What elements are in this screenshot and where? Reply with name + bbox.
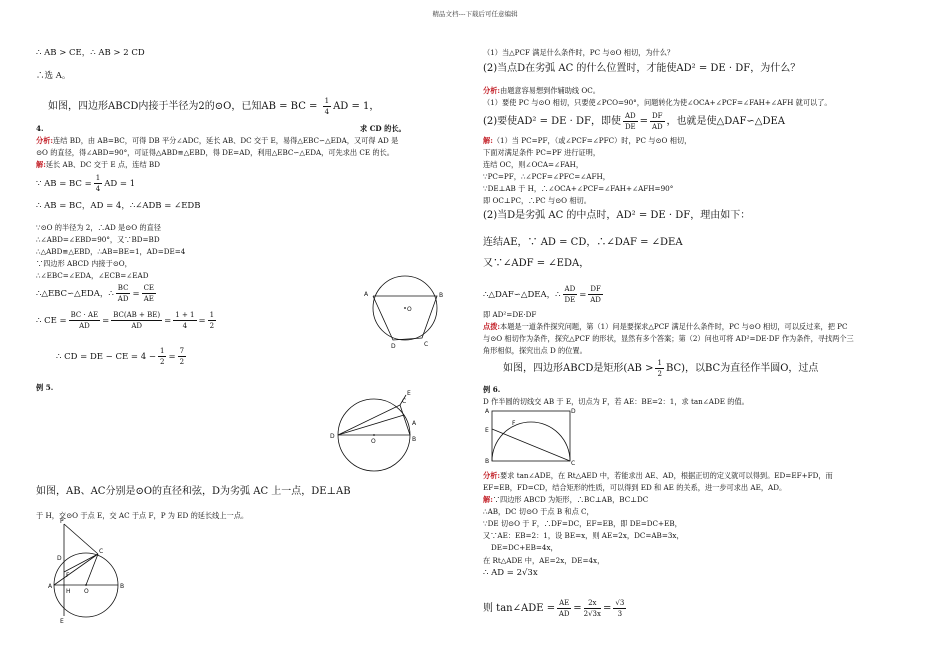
line: ∴△DAF∽△DEA，∴ $\frac{AD}{DE}$ = $\frac{DF}{AD}$ [483,285,601,304]
fig3-label-F: F [66,572,70,579]
line: 即 OC⊥PC，∴PC 与⊙O 相切。 [483,196,591,205]
line: ∴△ABD≌△EBD，∴AB=BE=1，AD=DE=4 [36,247,186,256]
line: DE=DC+EB=4x， [491,543,558,552]
line: ∴∠EBC=∠EDA，∠ECB=∠EAD [36,271,149,280]
fig4-label-A: A [485,408,490,415]
line: ∴ AB = BC，AD = 4，∴∠ADB = ∠EDB [36,201,201,211]
example-number: 例 6. [483,385,501,394]
example-number: 4. [36,124,44,133]
problem-statement: 如图，四边形ABCD是矩形(AB > $\frac{1}{2}$ BC)，以BC为直径作半圆O，过点 [503,359,819,378]
fig1-label-A: A [364,291,369,298]
fig4-label-F: F [512,420,516,427]
figure-4-rectangle [482,405,577,467]
fig3-label-H: H [66,588,71,595]
line: ⊙O 的直径，得∠ABD=90°，可证得△ABD≌△EBD，得 DE=AD，利用△EBC∽△EDA，可先求出 CE 的长。 [36,148,394,157]
fig2-label-O: O [371,438,376,445]
fig2-label-A: A [412,420,417,427]
line: ∴ CE = $\frac{BC \cdot AE}{AD}$ = $\frac{BC(AB + BE)}{AD}$ = $\frac{1 + 1}{4}$ = $\frac{1}{2}$ [36,311,215,330]
fig3-label-E: E [60,618,64,625]
line: D 作半圆的切线交 AB 于 E，切点为 F，若 AE：BE=2：1，求 tan∠ADE 的值。 [483,397,749,406]
line: ∵⊙O 的半径为 2，∴AD 是⊙O 的直径 [36,223,161,232]
page-header: 精品文档---下载后可任意编辑 [432,10,518,18]
line: (2)当点D在劣弧 AC 的什么位置时，才能使AD² = DE · DF，为什么？ [483,63,801,74]
line: 于 H，交⊙O 于点 E，交 AC 于点 F，P 为 ED 的延长线上一点。 [36,511,249,520]
line: ∴ CD = DE − CE = 4 − $\frac{1}{2}$ = $\frac{7}{2}$ [56,347,185,366]
fig4-label-E: E [485,427,489,434]
fig4-label-C: C [571,460,576,467]
fig1-label-D: D [391,343,396,350]
fig4-label-D: D [571,408,576,415]
line: 角形相似，探究出点 D 的位置。 [483,346,587,355]
question: 求 CD 的长。 [360,124,406,133]
fig2-label-B: B [412,436,417,443]
line: 则 tan∠ADE = $\frac{AE}{AD}$ = $\frac{2x}{2√3x}$ = $\frac{√3}{3}$ [483,599,625,618]
tip-line: 点拨:本题是一道条件探究问题，第（1）问是要探求△PCF 满足什么条件时，PC 与⊙O 相切，可以反过来，把 PC [483,322,848,331]
fig1-label-C: C [424,341,429,348]
problem-statement: 如图，四边形ABCD内接于半径为2的⊙O，已知AB = BC = $\frac{1}{4}$ AD = 1， [48,97,380,116]
line: ∵ AB = BC = $\frac{1}{4}$ AD = 1 [36,174,136,193]
line: ∵PC=PF，∴∠PCF=∠PFC=∠AFH， [483,172,610,181]
line: （1）当△PCF 满足什么条件时，PC 与⊙O 相切，为什么？ [483,48,675,57]
fig3-label-A: A [48,583,53,590]
line: 又∵∠ADF = ∠EDA， [483,258,590,269]
line: EF=EB，FD=CD，结合矩形的性质，可以得到 ED 和 AE 的关系，进一步可求出 AE，AD。 [483,483,787,492]
line: 即 AD²=DE·DF [483,310,537,319]
line: 连结 OC，则∠OCA=∠FAH， [483,160,584,169]
line: 与⊙O 相切作为条件，探究△PCF 的形状，显然有多个答案；第（2）问也可将 AD²=DE·DF 作为条件，寻找两个三 [483,334,854,343]
line: ∴△EBC∽△EDA，∴ $\frac{BC}{AD}$ = $\frac{CE}{AE}$ [36,284,155,303]
line: ∴AB，DC 切⊙O 于点 B 和点 C， [483,507,594,516]
fig1-label-B: B [439,292,444,299]
line: ∴ AD = 2√3x [483,568,538,578]
solution-line: 解:（1）当 PC=PF，（或∠PCF=∠PFC）时，PC 与⊙O 相切， [483,136,692,145]
figure-1-circle [360,270,450,350]
example-number: 例 5. [36,383,54,392]
fig3-label-O: O [84,588,89,595]
fig2-label-C: C [402,398,407,405]
line: 下面对满足条件 PC=PF 进行证明， [483,148,601,157]
line: (2)要使AD² = DE · DF，即使 $\frac{AD}{DE}$ = $\frac{DF}{AD}$ ，也就是使△DAF∽△DEA [483,112,785,131]
line: ∴ AB > CE，∴ AB > 2 CD [36,48,145,58]
fig2-label-D: D [330,433,335,440]
analysis-line: 分析:要求 tan∠ADE，在 Rt△AED 中，若能求出 AE、AD，根据正切的定义就可以得到。ED=EF+FD，而 [483,471,833,480]
fig4-label-B: B [485,458,490,465]
fig2-label-E: E [407,390,411,397]
solution-line: 解:延长 AB、DC 交于 E 点，连结 BD [36,160,160,169]
line: ∵DE⊥AB 于 H，∴∠OCA+∠PCF=∠FAH+∠AFH=90° [483,184,674,193]
fig3-label-P: P [60,518,64,525]
line: ∵四边形 ABCD 内接于⊙O， [36,259,132,268]
fig1-label-O: O [407,306,412,313]
figure-3-circle [46,516,136,626]
analysis-line: 分析:连结 BD，由 AB=BC，可得 DB 平分∠ADC，延长 AB、DC 交于 E，易得△EBC∽△EDA，又可得 AD 是 [36,136,399,145]
analysis-line: 分析:由题意容易想到作辅助线 OC。 [483,86,600,95]
line: ∴选 A。 [36,71,71,81]
line: （1）要使 PC 与⊙O 相切，只要使∠PCO=90°，问题转化为使∠OCA+∠PCF=∠FAH+∠AFH 就可以了。 [483,98,832,107]
figure-2-circle [330,385,440,480]
line: 又∵AE：EB=2：1，设 BE=x，则 AE=2x，DC=AB=3x， [483,531,684,540]
line: ∵DE 切⊙O 于 F，∴DF=DC，EF=EB，即 DE=DC+EB， [483,519,682,528]
line: (2)当D是劣弧 AC 的中点时，AD² = DE · DF，理由如下： [483,210,751,221]
line: 连结AE，∵ AD = CD，∴∠DAF = ∠DEA [483,237,683,248]
problem-statement: 如图，AB、AC分别是⊙O的直径和弦，D为劣弧 AC 上一点，DE⊥AB [36,486,351,497]
fig3-label-B: B [120,583,125,590]
line: ∴∠ABD=∠EBD=90°，又∵BD=BD [36,235,160,244]
fig3-label-C: C [99,548,104,555]
solution-line: 解:∵四边形 ABCD 为矩形，∴BC⊥AB，BC⊥DC [483,495,649,504]
line: 在 Rt△ADE 中，AE=2x，DE=4x， [483,556,605,565]
fig3-label-D: D [57,555,62,562]
